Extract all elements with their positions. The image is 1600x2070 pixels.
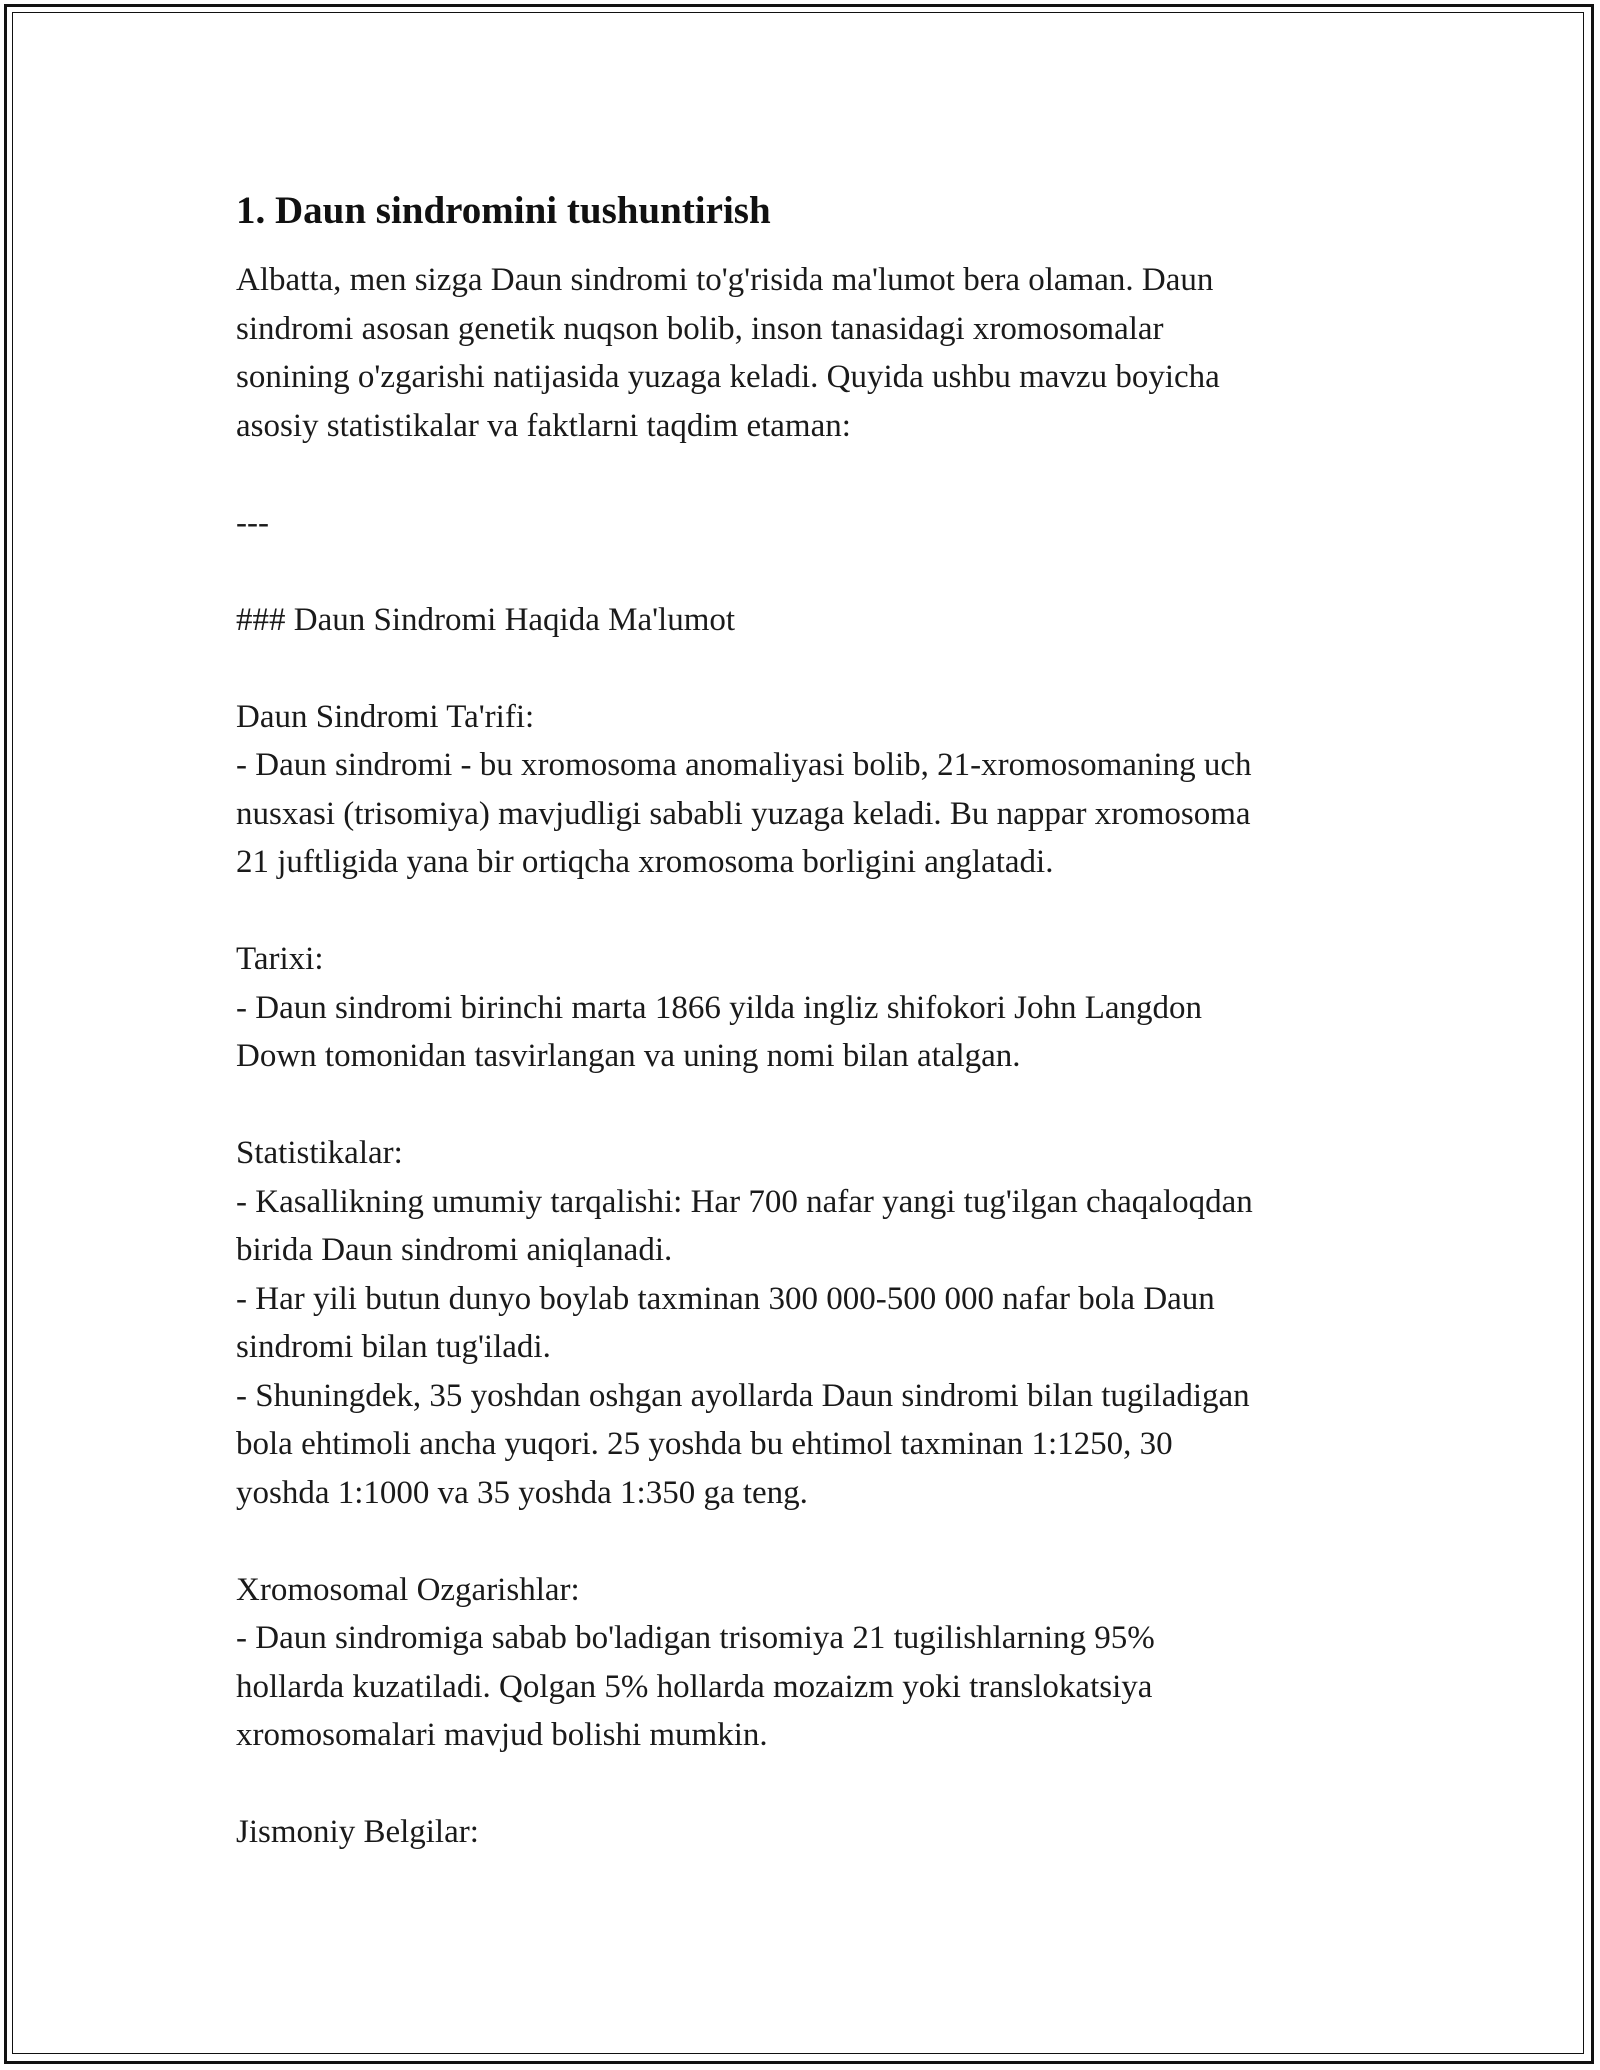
section-body: - Kasallikning umumiy tarqalishi: Har 700 nafar yangi tug'ilgan chaqaloqdan birida Daun sindromi aniqlanadi. - Har yili butun dunyo boylab taxminan 300 000-500 000 nafar bola Daun sindromi bilan tug'iladi. - Shuningdek, 35 yoshdan oshgan ayollarda Daun sindromi bilan tugiladigan bola ehtimoli ancha yuqori. 25 yoshda bu ehtimol taxminan 1:1250, 30 yoshda 1:1000 va 35 yoshda 1:350 ga teng. [236,1183,1253,1511]
spacer [236,1517,1396,1566]
section-definition [236,693,1396,887]
section-title: Tarixi: [236,941,324,977]
document-body [236,186,1396,1857]
spacer [236,547,1396,596]
document-heading: 1. Daun sindromini tushuntirish [236,189,771,232]
intro-paragraph: Albatta, men sizga Daun sindromi to'g'risida ma'lumot bera olaman. Daun sindromi asosan genetik nuqson bolib, inson tanasidagi xromosomalar sonining o'zgarishi natijasida yuzaga keladi. Quyida ushbu mavzu boyicha asosiy statistikalar va faktlarni taqdim etaman: [236,262,1220,444]
section-title: Statistikalar: [236,1135,403,1171]
section-body: - Daun sindromi - bu xromosoma anomaliyasi bolib, 21-xromosomaning uch nusxasi (trisomiya) mavjudligi sababli yuzaga keladi. Bu nappar xromosoma 21 juftligida yana bir ortiqcha xromosoma borligini anglatadi. [236,747,1252,880]
section-title: Jismoniy Belgilar: [236,1814,479,1850]
section-statistics [236,1129,1396,1517]
spacer [236,644,1396,693]
spacer [236,450,1396,499]
section-title: Daun Sindromi Ta'rifi: [236,698,535,735]
spacer [236,1081,1396,1130]
section-history [236,935,1396,1081]
separator-line: --- [236,504,269,541]
subheading: ### Daun Sindromi Haqida Ma'lumot [236,601,736,638]
section-physical-signs [236,1808,1396,1857]
section-title: Xromosomal Ozgarishlar: [236,1571,580,1608]
spacer [236,1760,1396,1809]
section-body: - Daun sindromi birinchi marta 1866 yilda ingliz shifokori John Langdon Down tomonidan tasvirlangan va uning nomi bilan atalgan. [236,989,1203,1074]
section-body: - Daun sindromiga sabab bo'ladigan trisomiya 21 tugilishlarning 95% hollarda kuzatiladi. Qolgan 5% hollarda mozaizm yoki translokatsiya xromosomalari mavjud bolishi mumkin. [236,1620,1155,1753]
section-chromosomal-changes [236,1566,1396,1760]
spacer [236,887,1396,936]
